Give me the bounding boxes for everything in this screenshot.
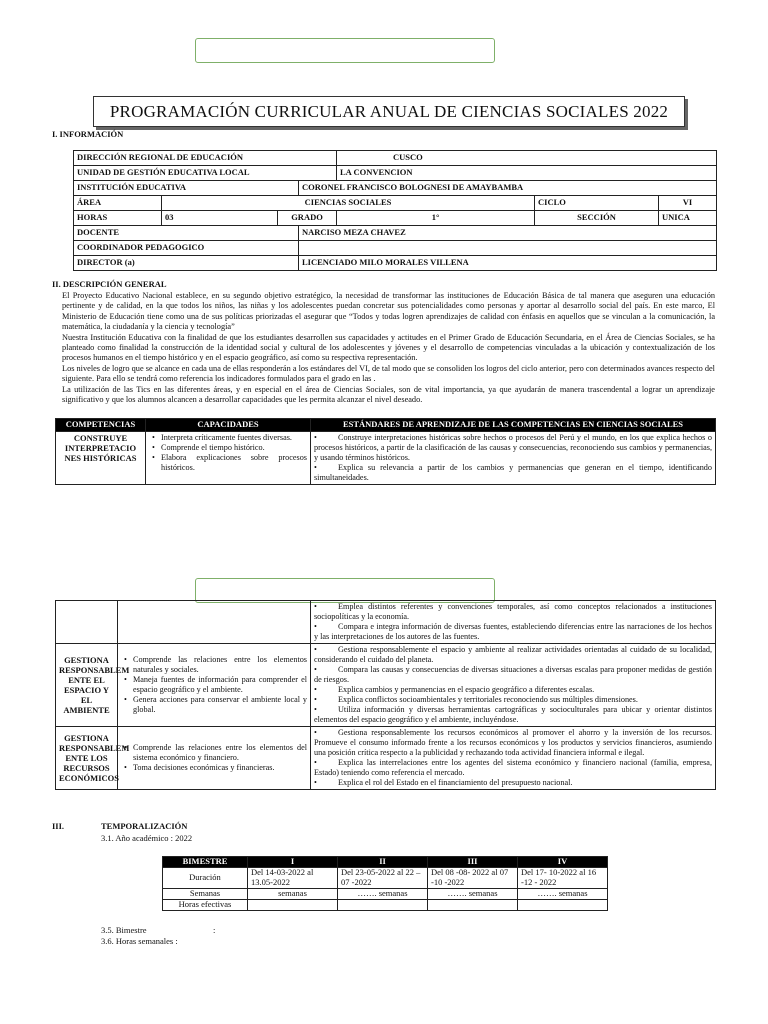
horas-label: HORAS <box>74 211 162 226</box>
grado-value: 1° <box>337 211 535 226</box>
standard-item: • Explica conflictos socioambientales y territoriales reconociendo sus múltiples dimensiones. <box>314 695 712 705</box>
duracion-cell: Del 14-03-2022 al 13.05-2022 <box>248 868 338 889</box>
bimestre-header: I <box>248 857 338 868</box>
semanas-cell: ……. semanas <box>428 888 518 899</box>
table-row <box>74 151 717 166</box>
horas-efectivas-label: Horas efectivas <box>163 899 248 910</box>
capacity-item: • Interpreta críticamente fuentes diversas. <box>161 433 307 443</box>
table-row <box>74 181 717 196</box>
capacity-item: • Maneja fuentes de información para comprender el espacio geográfico y el ambiente. <box>133 675 307 695</box>
standards-cell <box>311 601 716 644</box>
section-information-heading: I. INFORMACIÓN <box>52 129 124 139</box>
green-frame-top <box>195 38 495 63</box>
weekly-hours-line: 3.6. Horas semanales : <box>101 936 178 946</box>
bimestre-header: II <box>338 857 428 868</box>
ie-value: CORONEL FRANCISCO BOLOGNESI DE AMAYBAMBA <box>299 181 717 196</box>
table-row <box>56 601 716 644</box>
bimestre-line: 3.5. Bimestre <box>101 925 147 935</box>
capacity-item: • Elabora explicaciones sobre procesos históricos. <box>161 453 307 473</box>
director-value: LICENCIADO MILO MORALES VILLENA <box>299 256 717 271</box>
table-header-row <box>163 857 608 868</box>
director-label: DIRECTOR (a) <box>74 256 299 271</box>
semanas-cell: ……. semanas <box>518 888 608 899</box>
ugel-value: LA CONVENCION <box>337 166 717 181</box>
standard-item: • Explica cambios y permanencias en el espacio geográfico a diferentes escalas. <box>314 685 712 695</box>
table-row <box>163 899 608 910</box>
competency-name <box>56 727 130 790</box>
standard-item: • Gestiona responsablemente el espacio y ambiente al realizar actividades orientadas al cuidado de su localidad, considerando el cuidado del planeta. <box>314 645 712 665</box>
table-row <box>163 888 608 899</box>
section-description-heading: II. DESCRIPCIÓN GENERAL <box>52 279 167 289</box>
table-row <box>74 211 717 226</box>
competency-name: CONSTRUYE INTERPRETACIO NES HISTÓRICAS <box>56 431 146 484</box>
capacity-item: • Comprende las relaciones entre los elementos naturales y sociales. <box>133 655 307 675</box>
bimestre-header: III <box>428 857 518 868</box>
empty-cell <box>428 899 518 910</box>
bimestre-header: BIMESTRE <box>163 857 248 868</box>
standard-item: • Construye interpretaciones históricas sobre hechos o procesos del Perú y el mundo, en los que explica hechos o procesos históricos, a partir de la clasificación de las causas y consecuencias, reconociendo sus cambios y permanencias, y usando términos históricos. <box>314 433 712 463</box>
grado-label: GRADO <box>278 211 337 226</box>
semanas-label: Semanas <box>163 888 248 899</box>
empty-cell <box>118 601 311 644</box>
table-row <box>74 256 717 271</box>
table-row <box>163 868 608 889</box>
table-row <box>74 241 717 256</box>
header-competencias: COMPETENCIAS <box>56 419 146 432</box>
document-title: PROGRAMACIÓN CURRICULAR ANUAL DE CIENCIAS SOCIALES 2022 <box>109 101 669 121</box>
table-row <box>56 644 716 727</box>
table-row <box>56 431 716 484</box>
competency-name-text: GESTIONA RESPONSABLEM ENTE LOS RECURSOS ECONÓMICOS <box>59 733 130 783</box>
seccion-value: UNICA <box>659 211 717 226</box>
coordinador-value <box>299 241 717 256</box>
duracion-label: Duración <box>163 868 248 889</box>
header-capacidades: CAPACIDADES <box>146 419 311 432</box>
capacity-item: • Comprende las relaciones entre los elementos del sistema económico y financiero. <box>133 743 307 763</box>
empty-cell <box>248 899 338 910</box>
docente-value: NARCISO MEZA CHAVEZ <box>299 226 717 241</box>
bimestre-colon: : <box>213 925 216 935</box>
table-header-row <box>56 419 716 432</box>
ciclo-label: CICLO <box>535 196 659 211</box>
coordinador-label: COORDINADOR PEDAGOGICO <box>74 241 299 256</box>
area-value: CIENCIAS SOCIALES <box>162 196 535 211</box>
area-label: ÁREA <box>74 196 162 211</box>
description-paragraph: Los niveles de logro que se alcance en cada una de ellas responderán a los estándares del VI, de tal modo que se consoliden los logros del ciclo anterior, pero con determinados avances respecto del siguiente. Para ello se tendrá como referencia los indicadores formulados para el grado en las . <box>62 363 715 384</box>
description-paragraphs <box>62 291 715 405</box>
competencies-table <box>55 418 716 485</box>
table-row <box>74 196 717 211</box>
description-paragraph: Nuestra Institución Educativa con la finalidad de que los estudiantes desarrollen sus capacidades y actitudes en el Primer Grado de Educación Secundaria, en el Área de Ciencias Sociales, se ha planteado como finalidad la construcción de la identidad social y cultural de los adolescentes y jóvenes y el desarrollo de competencias vinculadas a la ubicación y contextualización de los procesos humanos en el tiempo histórico y en el espacio geográfico, así como su respectiva representación. <box>62 332 715 363</box>
horas-value: 03 <box>162 211 278 226</box>
standard-item: • Gestiona responsablemente los recursos económicos al promover el ahorro y la inversión de los recursos. Promueve el consumo informado frente a los recursos económicos y los productos y servicios financieros, asumiendo una posición crítica respecto a la publicidad y rechazando toda actividad financiera informal e ilegal. <box>314 728 712 758</box>
bimestre-table <box>162 856 608 911</box>
table-row <box>74 166 717 181</box>
standard-item: • Explica las interrelaciones entre los agentes del sistema económico y financiero nacional (familia, empresa, Estado) teniendo como referencia el mercado. <box>314 758 712 778</box>
bimestre-header: IV <box>518 857 608 868</box>
description-paragraph: El Proyecto Educativo Nacional establece, en su segundo objetivo estratégico, la necesidad de transformar las instituciones de Educación Básica de tal manera que aseguren una educación pertinente y de calidad, en la que todos los niños, las niñas y los adolescentes puedan concretar sus potencialidades como personas y aportar al desarrollo social del país. En este marco, El Ministerio de Educación tiene como una de sus políticas priorizadas el asegurar que “Todos y todas logren aprendizajes de calidad con énfasis en aquellos que se vinculan a la comunicación, la matemática, la ciudadanía y la ciencia y tecnología” <box>62 291 715 332</box>
ugel-label: UNIDAD DE GESTIÓN EDUCATIVA LOCAL <box>74 166 337 181</box>
table-row <box>74 226 717 241</box>
standards-cell <box>311 644 716 727</box>
standard-item: • Compara e integra información de diversas fuentes, estableciendo diferencias entre las narraciones de los hechos y las interpretaciones de los autores de las fuentes. <box>314 622 712 642</box>
table-row <box>56 727 716 790</box>
dre-value: CUSCO <box>337 151 717 166</box>
competency-name <box>56 644 130 727</box>
description-paragraph: La utilización de las Tics en las diferentes áreas, y en especial en el área de Ciencias Sociales, son de vital importancia, ya que ayudarán de manera trascendental a lograr un aprendizaje significativo y que los alumnos alcancen a desarrollar capacidades que les permita alcanzar el nivel deseado. <box>62 384 715 405</box>
empty-cell <box>338 899 428 910</box>
capacity-item: • Comprende el tiempo histórico. <box>161 443 307 453</box>
semanas-cell: ……. semanas <box>338 888 428 899</box>
header-estandares: ESTÁNDARES DE APRENDIZAJE DE LAS COMPETENCIAS EN CIENCIAS SOCIALES <box>311 419 716 432</box>
ciclo-value: VI <box>659 196 717 211</box>
capacities-cell <box>146 431 311 484</box>
dre-label: DIRECCIÓN REGIONAL DE EDUCACIÓN <box>74 151 337 166</box>
standard-item: • Emplea distintos referentes y convenciones temporales, así como conceptos relacionados a instituciones sociopolíticas y la economía. <box>314 602 712 622</box>
duracion-cell: Del 08 -08- 2022 al 07 -10 -2022 <box>428 868 518 889</box>
ie-label: INSTITUCIÓN EDUCATIVA <box>74 181 299 196</box>
competencies-table-continued <box>55 600 716 790</box>
standard-item: • Compara las causas y consecuencias de diversas situaciones a diversas escalas para proponer medidas de gestión de riesgos. <box>314 665 712 685</box>
standard-item: • Explica el rol del Estado en el financiamiento del presupuesto nacional. <box>314 778 712 788</box>
capacity-item: • Genera acciones para conservar el ambiente local y global. <box>133 695 307 715</box>
capacities-cell <box>118 644 311 727</box>
duracion-cell: Del 17- 10-2022 al 16 -12 - 2022 <box>518 868 608 889</box>
standard-item: • Explica su relevancia a partir de los cambios y permanencias que generan en el tiempo, identificando simultaneidades. <box>314 463 712 483</box>
standards-cell <box>311 431 716 484</box>
competency-name-text: GESTIONA RESPONSABLEM ENTE EL ESPACIO Y EL AMBIENTE <box>59 655 130 715</box>
capacities-cell <box>118 727 311 790</box>
semanas-cell: semanas <box>248 888 338 899</box>
empty-cell <box>518 899 608 910</box>
standards-cell <box>311 727 716 790</box>
section-temporalization-heading: TEMPORALIZACIÓN <box>101 821 188 831</box>
academic-year-line: 3.1. Año académico : 2022 <box>101 833 193 843</box>
standard-item: • Utiliza información y diversas herramientas cartográficas y socioculturales para ubicar y orientar distintos elementos del espacio geográfico y el ambiente, incluyéndose. <box>314 705 712 725</box>
capacity-item: • Toma decisiones económicas y financieras. <box>133 763 307 773</box>
docente-label: DOCENTE <box>74 226 299 241</box>
information-table <box>73 150 717 271</box>
empty-cell <box>56 601 118 644</box>
document-title-box <box>93 96 685 127</box>
seccion-label: SECCIÓN <box>535 211 659 226</box>
section-temporalization-number: III. <box>52 821 65 831</box>
duracion-cell: Del 23-05-2022 al 22 – 07 -2022 <box>338 868 428 889</box>
